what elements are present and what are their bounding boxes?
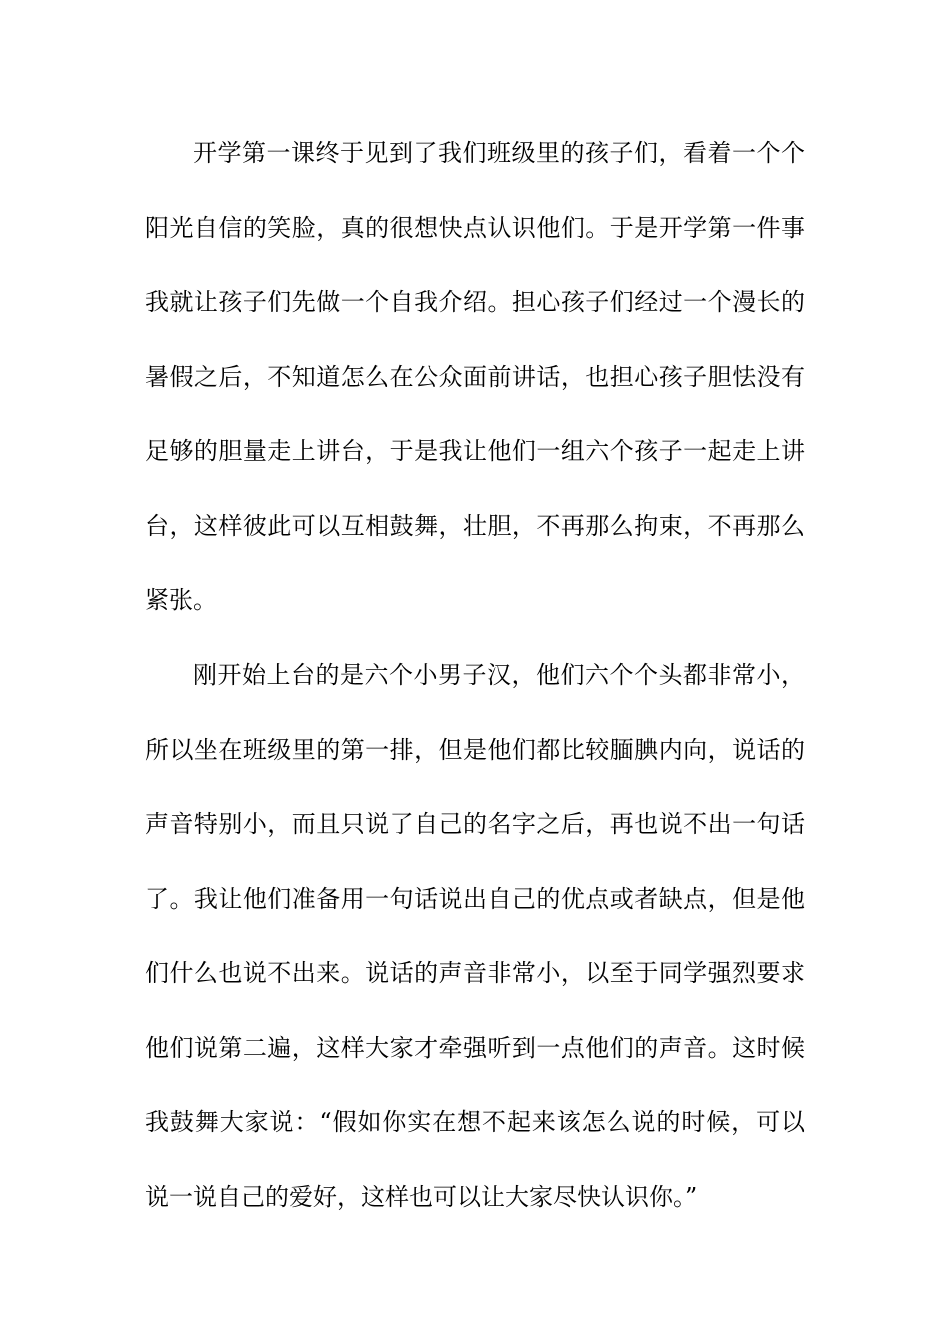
paragraph-2: 刚开始上台的是六个小男子汉，他们六个个头都非常小，所以坐在班级里的第一排，但是他们都比较腼腆内向，说话的声音特别小，而且只说了自己的名字之后，再也说不出一句话了。我让他们准备用一句话说出自己的优点或者缺点，但是他们什么也说不出来。说话的声音非常小，以至于同学强烈要求他们说第二遍，这样大家才牵强听到一点他们的声音。这时候我鼓舞大家说：“假如你实在想不起来该怎么说的时候，可以说一说自己的爱好，这样也可以让大家尽快认识你。” [145,661,805,1211]
paragraph-1: 开学第一课终于见到了我们班级里的孩子们，看着一个个阳光自信的笑脸，真的很想快点认识他们。于是开学第一件事我就让孩子们先做一个自我介绍。担心孩子们经过一个漫长的暑假之后，不知道怎么在公众面前讲话，也担心孩子胆怯没有足够的胆量走上讲台，于是我让他们一组六个孩子一起走上讲台，这样彼此可以互相鼓舞，壮胆，不再那么拘束，不再那么紧张。 [145,139,805,614]
